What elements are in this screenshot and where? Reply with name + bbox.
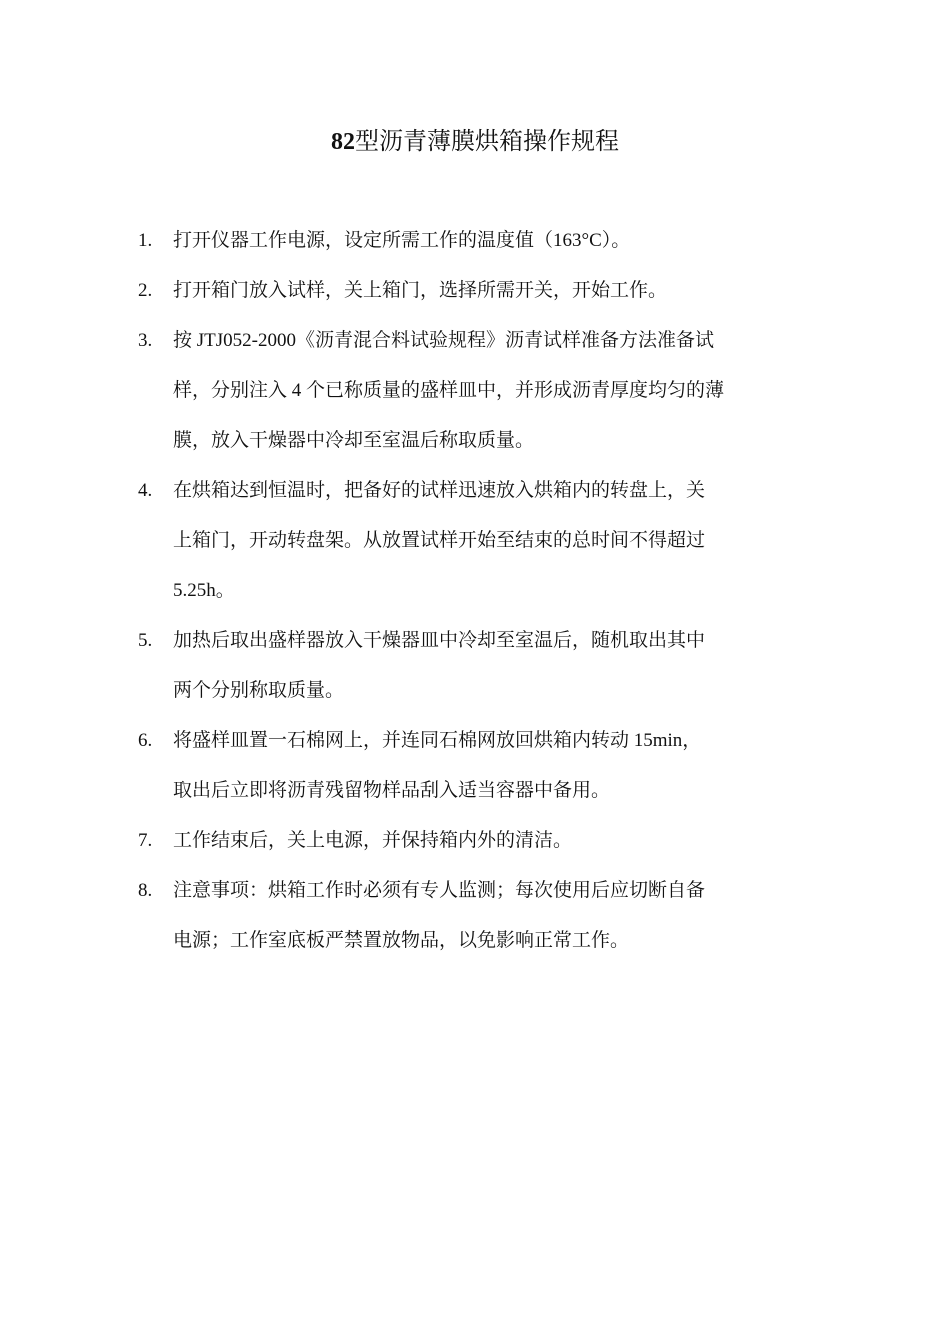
step-line: 按 JTJ052-2000《沥青混合料试验规程》沥青试样准备方法准备试 — [173, 330, 714, 351]
step-text — [173, 466, 828, 616]
step-line: 将盛样皿置一石棉网上，并连同石棉网放回烘箱内转动 15min， — [173, 730, 702, 751]
step-line: 取出后立即将沥青残留物样品刮入适当容器中备用。 — [173, 780, 611, 801]
step-text — [173, 816, 828, 866]
step-line: 打开仪器工作电源，设定所需工作的温度值（163°C）。 — [173, 230, 631, 251]
document-title — [0, 122, 950, 162]
step-text — [173, 216, 828, 266]
step-line: 样，分别注入 4 个已称质量的盛样皿中，并形成沥青厚度均匀的薄 — [173, 380, 725, 401]
step-number: 5. — [138, 630, 153, 651]
step-number: 1. — [138, 230, 153, 251]
title-text: 型沥青薄膜烘箱操作规程 — [355, 129, 619, 155]
step-item-2 — [138, 266, 828, 316]
step-line: 上箱门，开动转盘架。从放置试样开始至结束的总时间不得超过 — [173, 530, 706, 551]
step-line: 注意事项：烘箱工作时必须有专人监测；每次使用后应切断自备 — [173, 880, 706, 901]
step-line: 在烘箱达到恒温时，把备好的试样迅速放入烘箱内的转盘上，关 — [173, 480, 706, 501]
title-number: 82 — [331, 129, 355, 155]
step-item-4 — [138, 466, 828, 616]
step-line: 打开箱门放入试样，关上箱门，选择所需开关，开始工作。 — [173, 280, 668, 301]
step-item-8 — [138, 866, 828, 966]
step-item-6 — [138, 716, 828, 816]
step-item-1 — [138, 216, 828, 266]
step-number: 8. — [138, 880, 153, 901]
step-item-7 — [138, 816, 828, 866]
step-text — [173, 266, 828, 316]
step-number: 4. — [138, 480, 153, 501]
step-line: 工作结束后，关上电源，并保持箱内外的清洁。 — [173, 830, 573, 851]
step-line: 电源；工作室底板严禁置放物品，以免影响正常工作。 — [173, 930, 630, 951]
step-text — [173, 716, 828, 816]
step-text — [173, 316, 828, 466]
step-text — [173, 866, 828, 966]
step-number: 2. — [138, 280, 153, 301]
step-text — [173, 616, 828, 716]
step-line: 两个分别称取质量。 — [173, 680, 345, 701]
step-number: 3. — [138, 330, 153, 351]
step-item-5 — [138, 616, 828, 716]
step-number: 6. — [138, 730, 153, 751]
step-line: 5.25h。 — [173, 580, 235, 601]
step-number: 7. — [138, 830, 153, 851]
step-item-3 — [138, 316, 828, 466]
step-line: 加热后取出盛样器放入干燥器皿中冷却至室温后，随机取出其中 — [173, 630, 706, 651]
procedure-steps-list — [138, 216, 828, 966]
step-line: 膜，放入干燥器中冷却至室温后称取质量。 — [173, 430, 535, 451]
